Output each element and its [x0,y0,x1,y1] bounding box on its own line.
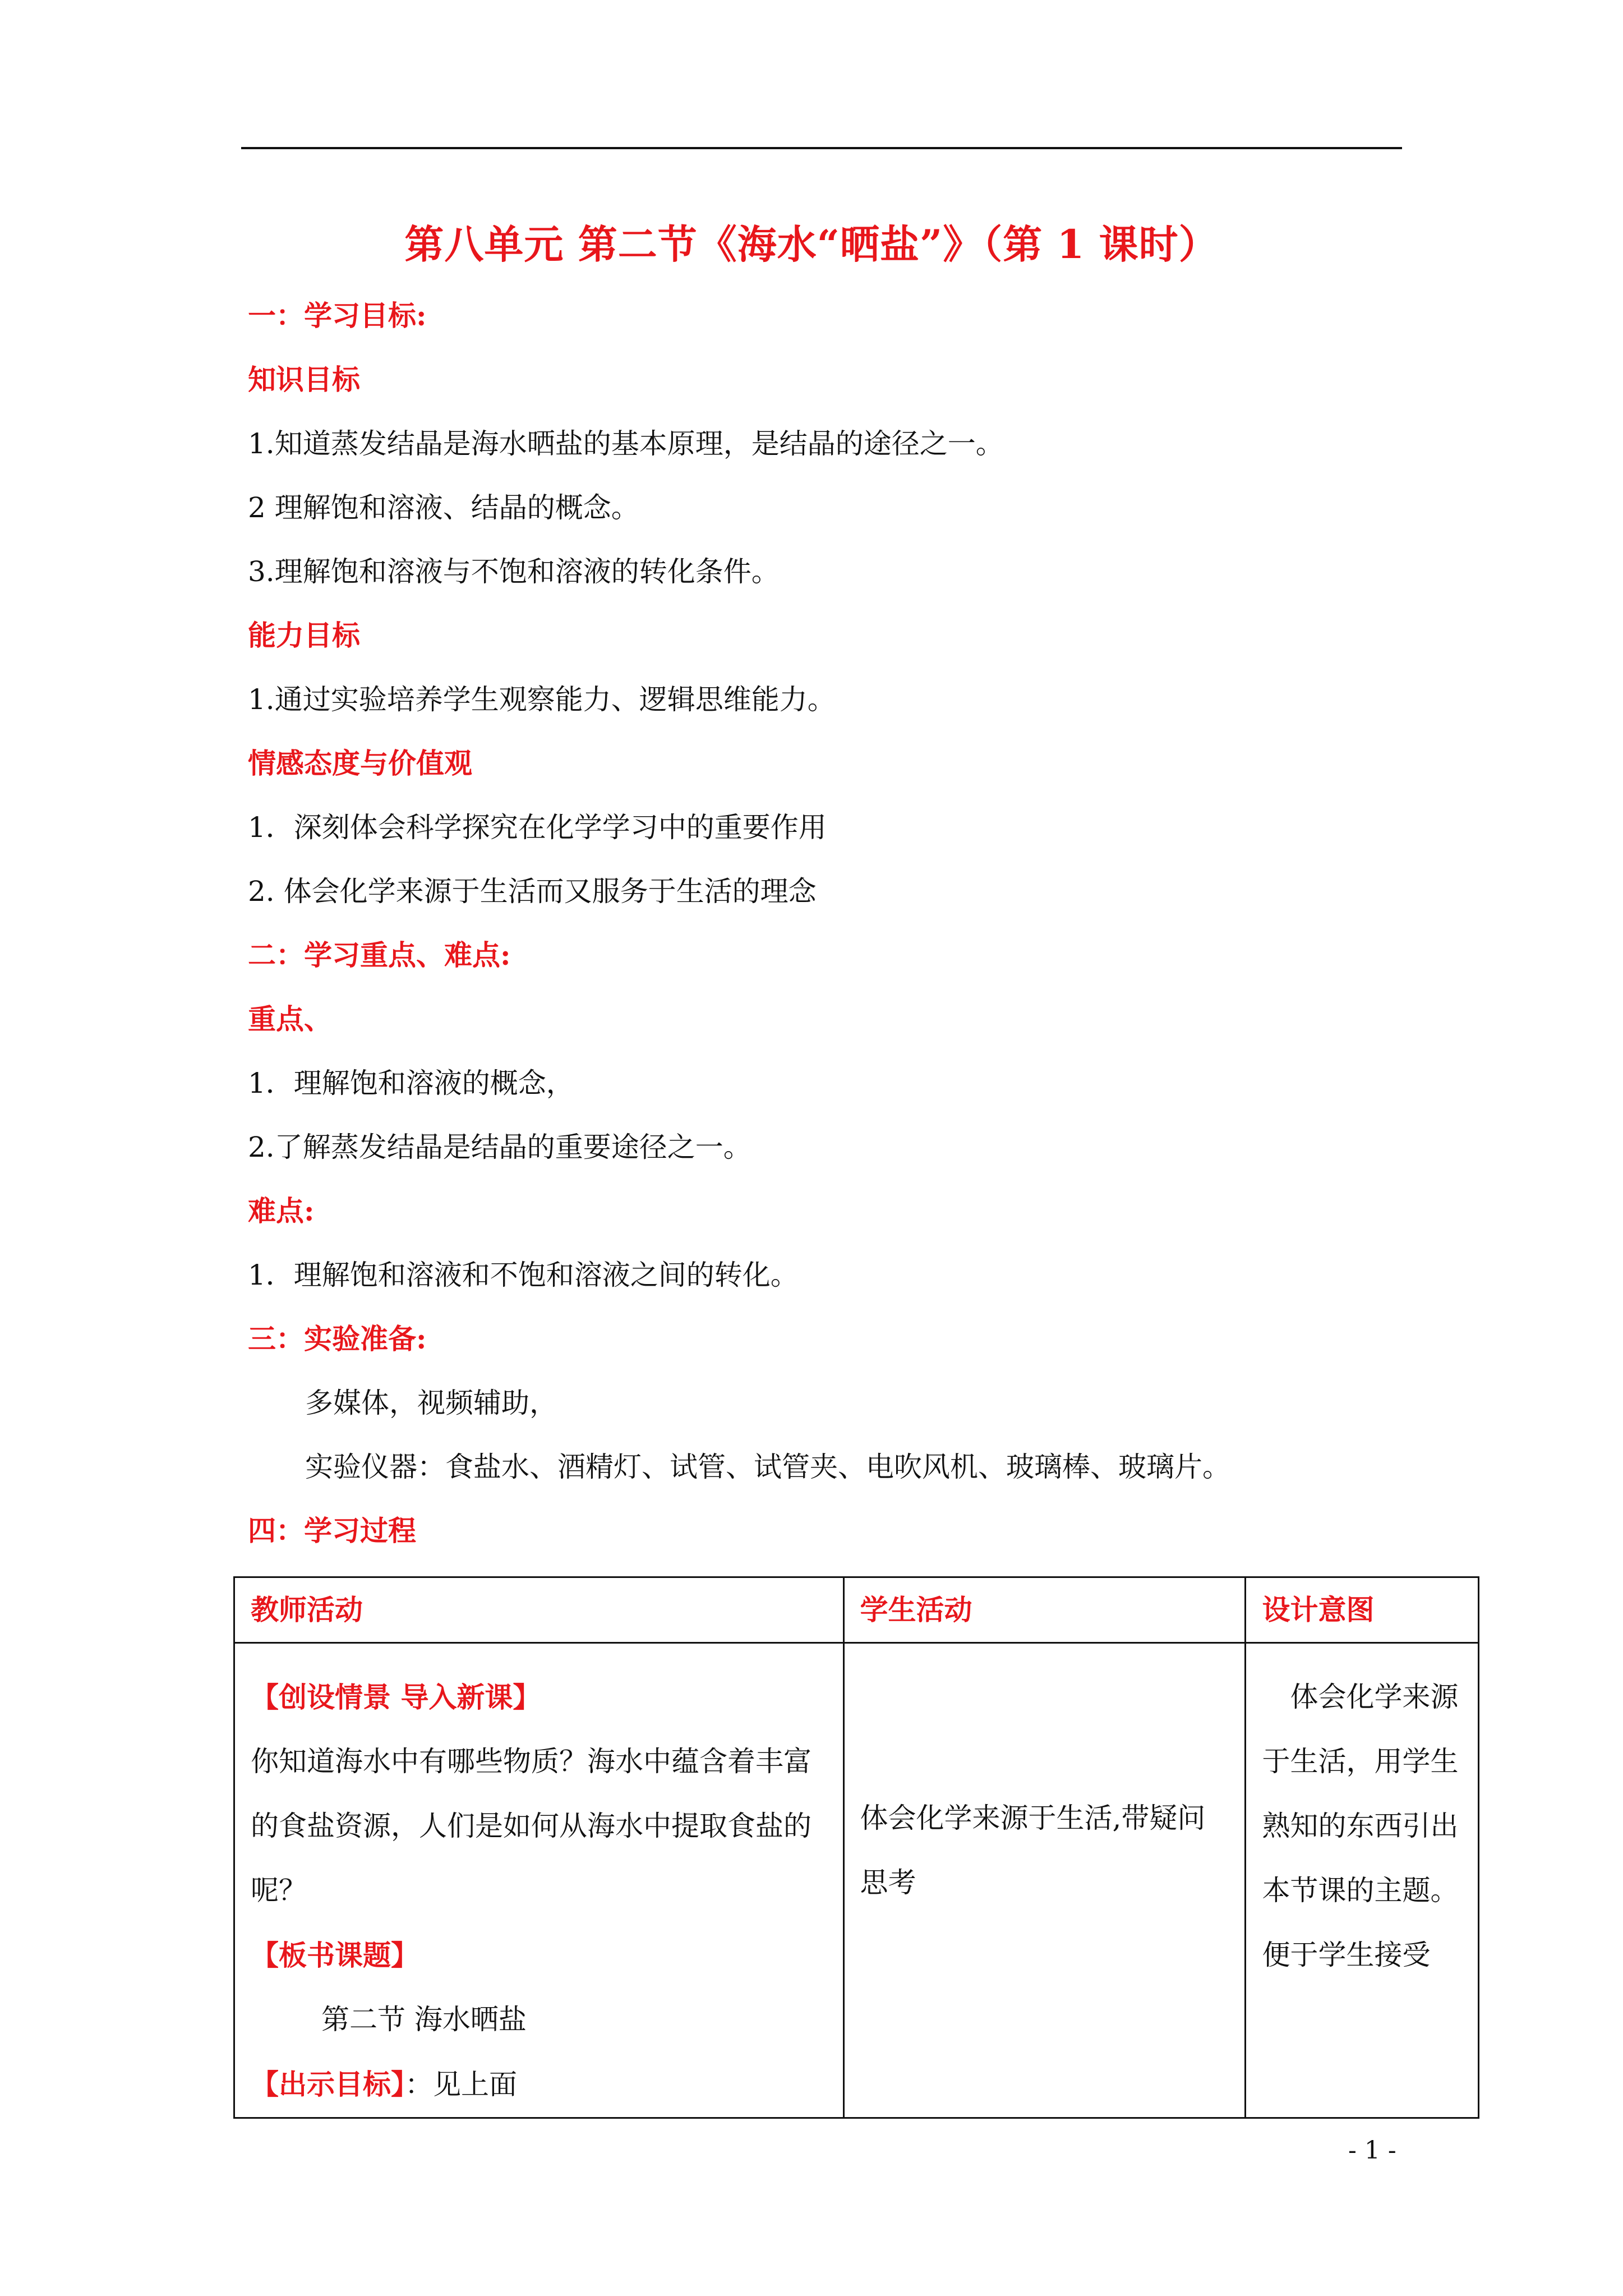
process-table [233,1576,1479,2119]
section-process-heading: 四：学习过程 [248,1514,416,1547]
teacher-activity-cell [234,1643,844,2118]
prep-item-2: 实验仪器：食盐水、酒精灯、试管、试管夹、电吹风机、玻璃棒、玻璃片。 [305,1451,1230,1483]
design-text-2: 于生活，用学生 [1262,1745,1459,1778]
design-text-1: 体会化学来源 [1290,1681,1459,1713]
teacher-text-3: 呢？ [251,1874,307,1907]
page-number: - 1 - [1348,2136,1396,2165]
page-title: 第八单元 第二节《海水“晒盐”》（第 1 课时） [404,221,1219,268]
design-intent-cell [1246,1643,1479,2118]
table-row [234,1643,1479,2118]
student-text-1: 体会化学来源于生活,带疑问 [860,1802,1206,1834]
teacher-goal-line [251,2052,829,2117]
teacher-text-5: ：见上面 [405,2068,517,2101]
emotion-item-2: 2. 体会化学来源于生活而又服务于生活的理念 [248,875,817,908]
teacher-bracket-2: 【板书课题】 [251,1939,419,1972]
knowledge-heading: 知识目标 [248,363,360,396]
section-prep-heading: 三：实验准备: [248,1322,427,1355]
student-text-2: 思考 [860,1866,916,1899]
key-item-2: 2.了解蒸发结晶是结晶的重要途径之一。 [248,1131,751,1163]
teacher-bracket-3: 【出示目标】 [251,2068,405,2101]
table-header-row [234,1577,1479,1643]
key-item-1: 1．理解饱和溶液的概念， [248,1067,574,1099]
teacher-text-2: 的食盐资源，人们是如何从海水中提取食盐的 [251,1810,811,1842]
ability-item-1: 1.通过实验培养学生观察能力、逻辑思维能力。 [248,683,836,716]
prep-item-1: 多媒体，视频辅助， [305,1387,557,1419]
knowledge-item-1: 1.知道蒸发结晶是海水晒盐的基本原理，是结晶的途径之一。 [248,427,1004,460]
design-text-3: 熟知的东西引出 [1262,1810,1459,1842]
emotion-item-1: 1．深刻体会科学探究在化学学习中的重要作用 [248,811,827,844]
header-teacher: 教师活动 [234,1577,844,1643]
teacher-bracket-1: 【创设情景 导入新课】 [251,1681,541,1714]
design-text-4: 本节课的主题。 [1262,1874,1459,1907]
section-keypoints-heading: 二：学习重点、难点: [248,938,511,972]
header-rule [241,147,1402,149]
teacher-text-1: 你知道海水中有哪些物质？海水中蕴含着丰富 [251,1745,811,1778]
header-student: 学生活动 [843,1577,1246,1643]
difficulty-heading: 难点: [248,1194,315,1227]
student-activity-cell [843,1643,1246,2118]
design-text-5: 便于学生接受 [1262,1939,1431,1971]
knowledge-item-2: 2 理解饱和溶液、结晶的概念。 [248,491,639,524]
ability-heading: 能力目标 [248,619,360,652]
knowledge-item-3: 3.理解饱和溶液与不饱和溶液的转化条件。 [248,555,780,588]
emotion-heading: 情感态度与价值观 [248,747,472,780]
section-objectives-heading: 一：学习目标: [248,299,427,332]
header-design: 设计意图 [1246,1577,1479,1643]
key-heading: 重点、 [248,1002,332,1036]
teacher-text-4: 第二节 海水晒盐 [321,2003,527,2036]
difficulty-item-1: 1．理解饱和溶液和不饱和溶液之间的转化。 [248,1259,799,1291]
